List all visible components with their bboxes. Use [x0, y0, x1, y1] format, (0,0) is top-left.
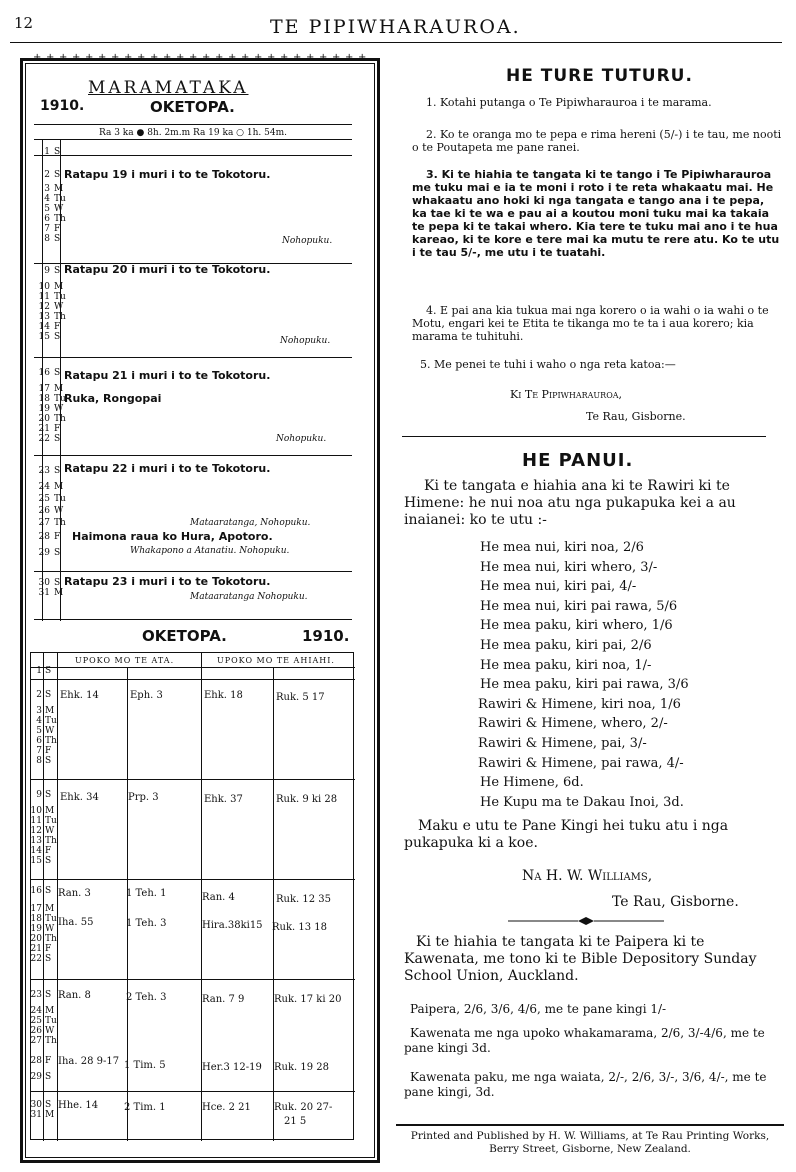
ture-paragraph-1: 1. Kotahi putanga o Te Pipiwharauroa i te marama. [426, 96, 712, 109]
day-number: 8 [44, 234, 50, 244]
reading: Prp. 3 [128, 792, 159, 803]
reading: Ran. 8 [58, 990, 91, 1001]
frame-ornament: + [72, 52, 81, 63]
day-letter: W [45, 826, 55, 836]
newspaper-title: TE PIPIWHARAUROA. [270, 16, 521, 38]
note-nohopuku: Nohopuku. [282, 236, 333, 246]
day-number: 23 [30, 990, 42, 1000]
day-number: 1 [36, 666, 42, 676]
day-number: 16 [38, 368, 50, 378]
day-letter: S [54, 147, 61, 157]
day-letter: S [45, 1072, 52, 1082]
day-number: 4 [36, 716, 42, 726]
day-number: 22 [30, 954, 42, 964]
day-number: 24 [30, 1006, 42, 1016]
day-letter: W [54, 302, 64, 312]
day-number: 15 [30, 856, 42, 866]
divider [31, 879, 355, 880]
day-letter: S [45, 756, 52, 766]
event-haimona-hura: Haimona raua ko Hura, Apotoro. [72, 530, 273, 543]
reading: Eph. 3 [130, 690, 163, 701]
day-number: 19 [38, 404, 50, 414]
frame-ornament: + [189, 52, 198, 63]
readings-month: OKETOPA. [142, 627, 227, 645]
day-letter: Tu [54, 292, 66, 302]
note-nohopuku: Nohopuku. [276, 434, 327, 444]
reading: Ehk. 14 [60, 690, 99, 701]
reading: 1 Teh. 3 [126, 918, 167, 929]
day-letter: Tu [45, 816, 57, 826]
day-letter: Tu [54, 494, 66, 504]
day-letter: S [54, 466, 61, 476]
day-number: 25 [38, 494, 50, 504]
frame-ornament: + [345, 52, 354, 63]
section-rule [402, 436, 766, 437]
day-letter: F [45, 746, 52, 756]
day-number: 20 [30, 934, 42, 944]
day-number: 11 [38, 292, 50, 302]
day-letter: M [54, 384, 64, 394]
moon-phases: Ra 3 ka ● 8h. 2m.m Ra 19 ka ○ 1h. 54m. [99, 128, 287, 138]
day-number: 26 [30, 1026, 42, 1036]
day-letter: F [54, 532, 61, 542]
day-letter: M [45, 706, 55, 716]
event-sunday-30: Ratapu 23 i muri i to te Tokotoru. [64, 575, 271, 588]
price-item: He mea nui, kiri noa, 2/6 [480, 540, 644, 555]
day-letter: M [54, 482, 64, 492]
day-number: 22 [38, 434, 50, 444]
reading: Ehk. 37 [204, 794, 243, 805]
note-mataaratanga: Mataaratanga, Nohopuku. [190, 518, 311, 528]
price-item: Rawiri & Himene, kiri noa, 1/6 [478, 696, 681, 712]
day-letter: S [45, 1100, 52, 1110]
frame-ornament: + [137, 52, 146, 63]
frame-ornament: + [319, 52, 328, 63]
header-rule [10, 42, 782, 43]
reading: Ruk. 12 35 [276, 894, 332, 905]
day-letter: W [45, 726, 55, 736]
reading: Hhe. 14 [58, 1100, 99, 1111]
bible-price-2: Kawenata me nga upoko whakamarama, 2/6, 3/-4/6, me te pane kingi 3d. [404, 1026, 765, 1055]
frame-ornament: + [267, 52, 276, 63]
day-number: 14 [30, 846, 42, 856]
frame-ornament: + [150, 52, 159, 63]
ture-address-name: Ki Te Pipiwharauroa, [510, 388, 623, 401]
price-item: He mea nui, kiri pai, 4/- [480, 579, 637, 595]
day-letter: M [45, 904, 55, 914]
footer-rule [396, 1124, 784, 1126]
frame-ornament: + [33, 52, 42, 63]
divider [34, 571, 352, 572]
day-letter: S [45, 856, 52, 866]
frame-ornament: + [332, 52, 341, 63]
price-item: Rawiri & Himene, pai rawa, 4/- [478, 755, 684, 771]
day-letter: M [45, 806, 55, 816]
day-number: 19 [30, 924, 42, 934]
ture-paragraph-4: 4. E pai ana kia tukua mai nga korero o ia wahi o ia wahi o te Motu, engari kei te Etita te tikanga mo te ta i aua korero; kia marama te tuhituhi. [412, 304, 769, 343]
reading: Ruk. 9 ki 28 [276, 794, 338, 805]
day-number: 5 [44, 204, 50, 214]
day-letter: F [54, 322, 61, 332]
divider [31, 667, 355, 668]
day-letter: Th [45, 736, 57, 746]
reading: Ruk. 19 28 [274, 1062, 330, 1073]
day-letter: M [54, 184, 64, 194]
price-item: He mea nui, kiri whero, 3/- [480, 559, 658, 575]
day-letter: F [45, 1056, 52, 1066]
day-number: 7 [36, 746, 42, 756]
maramataka-title: MARAMATAKA [88, 78, 249, 98]
day-letter: S [45, 886, 52, 896]
reading: Iha. 55 [58, 917, 94, 928]
reading: Ruk. 5 17 [276, 692, 325, 703]
price-item: He mea paku, kiri noa, 1/- [480, 657, 652, 673]
frame-ornament: + [228, 52, 237, 63]
column-header-ata: UPOKO MO TE ATA. [75, 656, 175, 665]
day-number: 24 [38, 482, 50, 492]
day-number: 29 [30, 1072, 42, 1082]
divider [31, 679, 355, 680]
day-letter: Th [45, 1036, 57, 1046]
frame-ornament: + [202, 52, 211, 63]
frame-ornament: + [254, 52, 263, 63]
ture-heading: HE TURE TUTURU. [506, 66, 693, 86]
reading: Ehk. 18 [204, 690, 243, 701]
frame-ornament: + [85, 52, 94, 63]
note-atanatiu: Whakapono a Atanatiu. Nohopuku. [130, 546, 290, 556]
reading: Ehk. 34 [60, 792, 99, 803]
reading: Her.3 12-19 [202, 1062, 262, 1073]
frame-ornament: + [124, 52, 133, 63]
day-number: 27 [30, 1036, 42, 1046]
day-number: 18 [30, 914, 42, 924]
day-number: 8 [36, 756, 42, 766]
day-number: 4 [44, 194, 50, 204]
ture-paragraph-3: 3. Ki te hiahia te tangata ki te tango i Te Pipiwharauroa me tuku mai e ia te moni i roto i te reta whakaatu mai. He whakaatu ano hoki ki nga tangata e tango ana i te pepa, ka tae ki te wa e pau ai a koutou moni tuku mai ka takaia te pepa ki te takai whero. Kia tere te tuku mai ano i te hua kareao, ki te kore e tere mai ka mutu te rere atu. Ko te utu i te tau 5/-, me utu i te tuatahi. [412, 168, 780, 259]
event-ruka: Ruka, Rongopai [64, 392, 162, 405]
day-letter: S [45, 666, 52, 676]
day-number: 31 [38, 588, 50, 598]
frame-ornament: + [358, 52, 367, 63]
day-number: 10 [30, 806, 42, 816]
event-sunday-16: Ratapu 21 i muri i to te Tokotoru. [64, 369, 271, 382]
reading: Ruk. 13 18 [272, 922, 328, 933]
day-letter: Th [54, 214, 66, 224]
day-number: 9 [36, 790, 42, 800]
panui-signature-place: Te Rau, Gisborne. [612, 894, 739, 910]
frame-ornament: + [306, 52, 315, 63]
reading: Iha. 28 9-17 [58, 1056, 120, 1067]
divider [43, 653, 44, 1141]
price-item: He mea paku, kiri pai rawa, 3/6 [480, 677, 689, 693]
event-sunday-23: Ratapu 22 i muri i to te Tokotoru. [64, 462, 271, 475]
imprint: Printed and Published by H. W. Williams, at Te Rau Printing Works, Berry Street, Gisborne, New Zealand. [410, 1130, 770, 1155]
divider [34, 155, 352, 156]
page-number: 12 [14, 14, 34, 32]
price-item: He Kupu ma te Dakau Inoi, 3d. [480, 794, 684, 810]
day-letter: S [45, 690, 52, 700]
day-letter: S [54, 548, 61, 558]
frame-ornament: + [215, 52, 224, 63]
bible-intro: Ki te hiahia te tangata ki te Paipera ki te Kawenata, me tono ki te Bible Depository Sunday School Union, Auckland. [404, 934, 757, 984]
frame-ornament: + [46, 52, 55, 63]
day-letter: Tu [54, 394, 66, 404]
ornament-rule [506, 914, 666, 928]
day-letter: S [54, 234, 61, 244]
day-number: 25 [30, 1016, 42, 1026]
panui-signature-name: Na H. W. Williams, [522, 868, 653, 884]
day-letter: S [45, 790, 52, 800]
panui-intro: Ki te tangata e hiahia ana ki te Rawiri ki te Himene: he nui noa atu nga pukapuka kei a au inaianei: ko te utu :- [404, 478, 736, 528]
ture-paragraph-5: 5. Me penei te tuhi i waho o nga reta katoa:— [420, 358, 676, 371]
day-letter: M [45, 1110, 55, 1120]
event-sunday-2: Ratapu 19 i muri i to te Tokotoru. [64, 168, 271, 181]
day-letter: M [54, 282, 64, 292]
reading: Ruk. 17 ki 20 [274, 994, 342, 1005]
price-item: He mea paku, kiri pai, 2/6 [480, 638, 652, 653]
day-number: 29 [38, 548, 50, 558]
day-letter: Tu [45, 716, 57, 726]
day-number: 13 [38, 312, 50, 322]
frame-ornament: + [98, 52, 107, 63]
day-number: 14 [38, 322, 50, 332]
reading: 1 Teh. 1 [126, 888, 167, 899]
panui-postage: Maku e utu te Pane Kingi hei tuku atu i nga pukapuka ki a koe. [404, 818, 729, 851]
day-letter: W [54, 204, 64, 214]
day-number: 12 [38, 302, 50, 312]
day-letter: W [45, 924, 55, 934]
day-letter: S [54, 332, 61, 342]
frame-ornament: + [280, 52, 289, 63]
day-number: 17 [30, 904, 42, 914]
day-letter: W [54, 506, 64, 516]
day-number: 7 [44, 224, 50, 234]
calendar-month: OKETOPA. [150, 98, 235, 116]
reading: Ran. 3 [58, 888, 91, 899]
reading: Hce. 2 21 [202, 1102, 251, 1113]
frame-ornament: + [241, 52, 250, 63]
reading: Ran. 7 9 [202, 994, 245, 1005]
price-item: Rawiri & Himene, pai, 3/- [478, 736, 647, 751]
reading: 2 Teh. 3 [126, 992, 167, 1003]
day-number: 3 [36, 706, 42, 716]
day-number: 21 [38, 424, 50, 434]
day-number: 23 [38, 466, 50, 476]
day-letter: F [54, 424, 61, 434]
day-letter: M [54, 588, 64, 598]
day-number: 26 [38, 506, 50, 516]
day-number: 30 [30, 1100, 42, 1110]
day-letter: S [54, 368, 61, 378]
reading: 1 Tim. 5 [124, 1060, 166, 1071]
day-number: 21 [30, 944, 42, 954]
day-number: 31 [30, 1110, 42, 1120]
day-letter: Th [45, 934, 57, 944]
day-letter: F [45, 846, 52, 856]
divider [34, 357, 352, 358]
reading: Hira.38ki15 [202, 920, 263, 931]
day-letter: Th [54, 414, 66, 424]
reading: Ran. 4 [202, 892, 235, 903]
panui-heading: HE PANUI. [522, 450, 634, 471]
day-number: 12 [30, 826, 42, 836]
day-letter: Th [45, 836, 57, 846]
ture-address-place: Te Rau, Gisborne. [586, 410, 686, 423]
column-header-ahiahi: UPOKO MO TE AHIAHI. [217, 656, 335, 665]
day-number: 2 [36, 690, 42, 700]
note-mataaratanga: Mataaratanga Nohopuku. [190, 592, 308, 602]
event-sunday-9: Ratapu 20 i muri i to te Tokotoru. [64, 263, 271, 276]
day-number: 10 [38, 282, 50, 292]
readings-year: 1910. [302, 627, 350, 645]
day-letter: Tu [45, 1016, 57, 1026]
frame-ornament: + [59, 52, 68, 63]
day-number: 3 [44, 184, 50, 194]
day-number: 15 [38, 332, 50, 342]
day-letter: F [54, 224, 61, 234]
day-letter: Th [54, 312, 66, 322]
reading: 2 Tim. 1 [124, 1102, 166, 1113]
bible-price-1: Paipera, 2/6, 3/6, 4/6, me te pane kingi 1/- [410, 1002, 667, 1016]
price-item: He Himene, 6d. [480, 775, 584, 791]
day-number: 2 [44, 170, 50, 180]
day-letter: S [54, 170, 61, 180]
day-letter: S [45, 954, 52, 964]
divider [31, 779, 355, 780]
day-letter: Th [54, 518, 66, 528]
bible-price-3: Kawenata paku, me nga waiata, 2/-, 2/6, 3/-, 3/6, 4/-, me te pane kingi, 3d. [404, 1070, 767, 1099]
frame-ornament: + [111, 52, 120, 63]
day-letter: Tu [54, 194, 66, 204]
price-item: Rawiri & Himene, whero, 2/- [478, 716, 668, 732]
divider [31, 979, 355, 980]
day-letter: S [54, 434, 61, 444]
day-letter: Tu [45, 914, 57, 924]
day-letter: S [45, 990, 52, 1000]
price-item: He mea paku, kiri whero, 1/6 [480, 618, 673, 634]
day-number: 9 [44, 266, 50, 276]
divider [34, 139, 352, 140]
day-number: 16 [30, 886, 42, 896]
frame-ornament: + [163, 52, 172, 63]
calendar-year: 1910. [40, 98, 85, 114]
day-number: 30 [38, 578, 50, 588]
divider [31, 1091, 355, 1092]
day-number: 11 [30, 816, 42, 826]
price-item: He mea nui, kiri pai rawa, 5/6 [480, 598, 678, 614]
reading: 21 5 [284, 1116, 307, 1127]
divider [34, 455, 352, 456]
day-number: 13 [30, 836, 42, 846]
day-letter: S [54, 266, 61, 276]
day-number: 18 [38, 394, 50, 404]
day-letter: S [54, 578, 61, 588]
ture-paragraph-2: 2. Ko te oranga mo te pepa e rima hereni (5/-) i te tau, me nooti o te Poutapeta me pane ranei. [412, 128, 782, 154]
frame-ornament: + [293, 52, 302, 63]
day-number: 5 [36, 726, 42, 736]
day-number: 20 [38, 414, 50, 424]
day-number: 6 [36, 736, 42, 746]
day-number: 1 [44, 147, 50, 157]
day-number: 17 [38, 384, 50, 394]
day-number: 28 [30, 1056, 42, 1066]
day-number: 28 [38, 532, 50, 542]
frame-ornament: + [176, 52, 185, 63]
day-number: 6 [44, 214, 50, 224]
reading: Ruk. 20 27- [274, 1102, 333, 1113]
note-nohopuku: Nohopuku. [280, 336, 331, 346]
day-letter: W [45, 1026, 55, 1036]
day-letter: F [45, 944, 52, 954]
day-number: 27 [38, 518, 50, 528]
day-letter: W [54, 404, 64, 414]
day-letter: M [45, 1006, 55, 1016]
